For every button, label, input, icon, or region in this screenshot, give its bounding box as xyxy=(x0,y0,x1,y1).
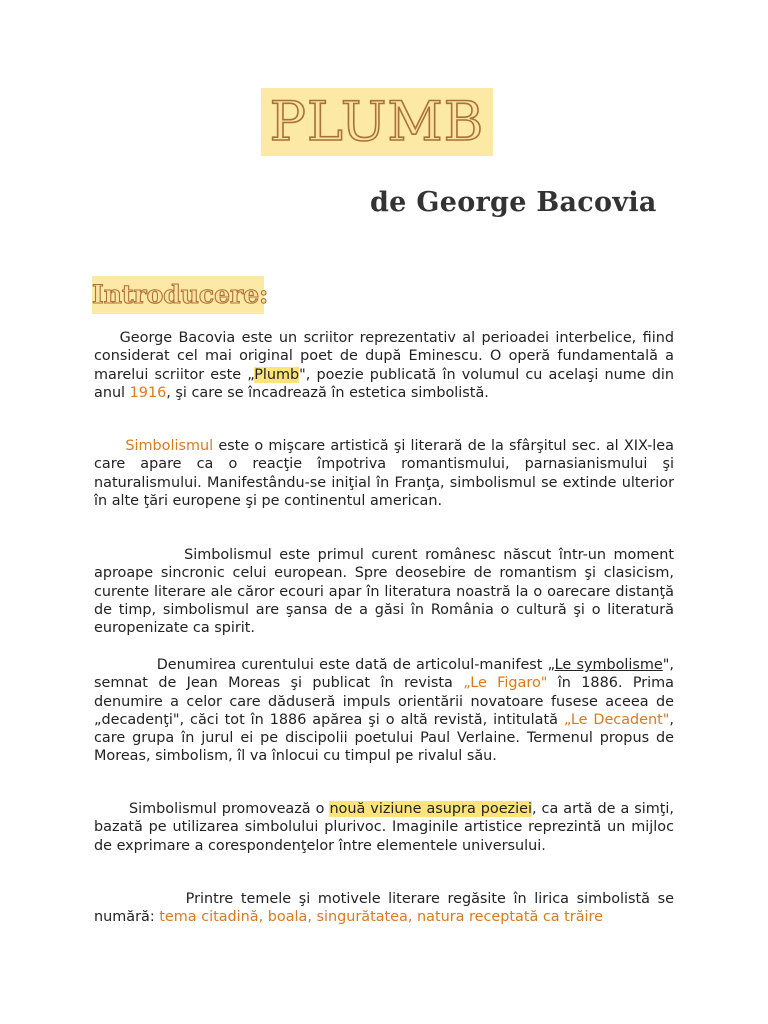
year-1916: 1916 xyxy=(129,384,167,401)
paragraph-symbolism-definition: Simbolismul este o mişcare artistică şi literară de la sfârşitul sec. al XIX-lea care apare ca o reacţie împotriva romantismului, parnasianismului şi naturalismului. Manifestându-se iniţial în Franţa, simbolismul se extinde ulterior în alte ţări europene şi pe continentul american. xyxy=(94,438,674,509)
highlight-plumb: Plumb xyxy=(254,366,300,383)
paragraph-name-origin: Denumirea curentului este dată de articolul-manifest „Le symbolisme", semnat de Jean Moreas şi publicat în revista „Le Figaro" în 1886. Prima denumire a celor care dăduseră impuls orientării novatoare fusese aceea de „decadenţi", căci tot în 1886 apărea şi o altă revistă, intitulată „Le Decadent", care grupa în jurul ei pe discipolii poetului Paul Verlaine. Termenul propus de Moreas, simbolism, îl va înlocui cu timpul pe rivalul său. xyxy=(94,657,674,765)
document-title: PLUMB xyxy=(269,90,485,153)
section-heading: Introducere: xyxy=(92,280,269,309)
term-simbolismul: Simbolismul xyxy=(125,438,214,454)
section-highlight-box xyxy=(92,276,269,314)
document-subtitle: de George Bacovia xyxy=(370,187,657,218)
paragraph-themes: Printre temele şi motivele literare regăsite în lirica simbolistă se numără: tema citadină, boala, singurătatea, natura receptată ca trăire xyxy=(94,891,674,926)
highlight-new-vision: nouă viziune asupra poeziei xyxy=(329,801,532,817)
journal-le-decadent: „Le Decadent" xyxy=(563,711,670,728)
paragraph-intro: George Bacovia este un scriitor reprezentativ al perioadei interbelice, fiind considerat cel mai original poet de după Eminescu. O operă fundamentală a marelui scriitor este „Plumb", poezie publicată în volumul cu acelaşi nume din anul 1916, şi care se încadrează în estetica simbolistă. xyxy=(94,330,674,401)
journal-le-figaro: „Le Figaro" xyxy=(463,675,548,692)
paragraph-romanian-symbolism: Simbolismul este primul curent românesc născut într-un moment aproape sincronic celui european. Spre deosebire de romantism şi clasicism, curente literare ale căror ecouri apar în literatura noastră la o oarecare distanţă de timp, simbolismul are şansa de a găsi în România o cultură şi o literatură europenizate ca spirit. xyxy=(94,547,674,637)
title-highlight-box xyxy=(261,88,493,156)
paragraph-new-vision: Simbolismul promovează o nouă viziune asupra poeziei, ca artă de a simţi, bazată pe utilizarea simbolului plurivoc. Imaginile artistice reprezintă un mijloc de exprimare a corespondenţelor între elementele universului. xyxy=(94,801,674,854)
link-le-symbolisme[interactable]: Le symbolisme xyxy=(554,657,663,673)
themes-list: tema citadină, boala, singurătatea, natura receptată ca trăire xyxy=(159,909,603,926)
